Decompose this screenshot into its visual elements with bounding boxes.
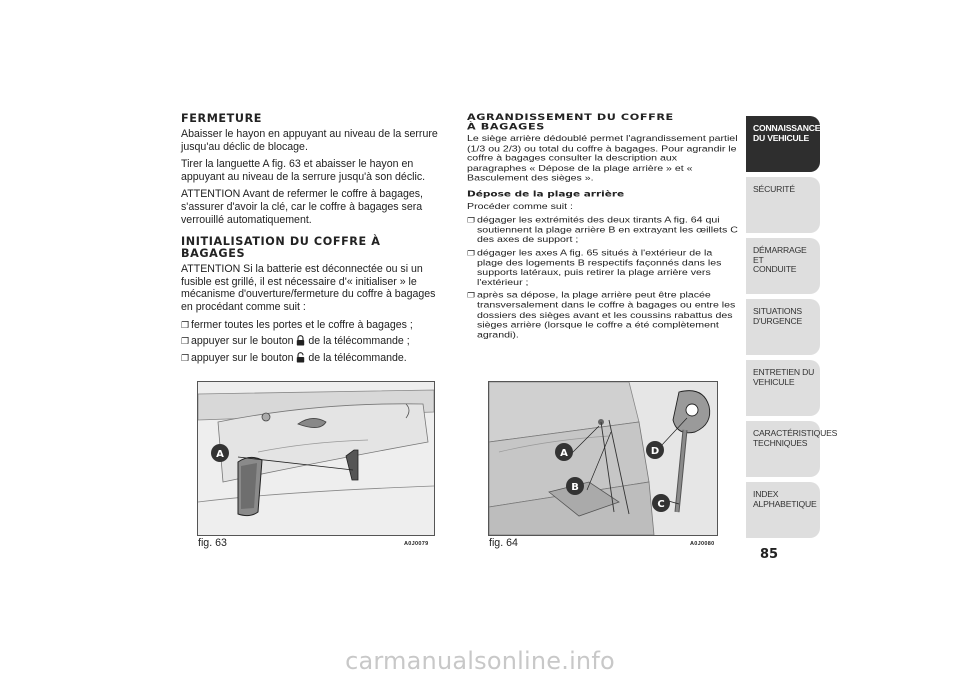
- step-text: dégager les extrémités des deux tirants A fig. 64 qui soutiennent la plage arrière B en extrayant les œillets C des axes de support ;: [477, 215, 738, 245]
- list-item: [467, 248, 739, 287]
- depose-intro: Procéder comme suit :: [467, 201, 573, 212]
- list-item: [181, 352, 449, 365]
- callout-a-label: A: [560, 448, 568, 459]
- figure-63-code: A0J0079: [404, 541, 429, 547]
- step-text: dégager les axes A fig. 65 situés à l'extérieur de la plage des logements B respectifs façonnés dans les supports latéraux, puis retirer la plage arrière vers l'extérieur ;: [477, 248, 722, 288]
- fermeture-heading: FERMETURE: [181, 112, 263, 125]
- tab-situations-d-urgence[interactable]: SITUATIONS D'URGENCE: [746, 299, 820, 355]
- initialisation-steps: [181, 319, 449, 365]
- step-text-before: appuyer sur le bouton: [191, 351, 294, 364]
- figure-64-image: [488, 381, 718, 536]
- checkbox-bullet-icon: ❐: [467, 216, 476, 225]
- figure-63-caption: fig. 63: [198, 537, 227, 549]
- tailgate-illustration: [198, 382, 434, 535]
- agrandissement-paragraph: Le siège arrière dédoublé permet l'agrandissement partiel (1/3 ou 2/3) ou total du coffre à bagages. Pour agrandir le coffre à bagages consulter la description aux paragraphes « Dépose de la plage arrière » et « Basculement des sièges ».: [467, 134, 738, 183]
- callout-d-label: D: [650, 446, 660, 457]
- left-column: [181, 113, 449, 368]
- callout-a-label: A: [216, 449, 224, 460]
- unlock-icon: [296, 352, 305, 363]
- checkbox-bullet-icon: ❐: [181, 319, 190, 330]
- tab-demarrage-et-conduite[interactable]: DÉMARRAGE ET CONDUITE: [746, 238, 820, 294]
- tab-connaissance-du-vehicule[interactable]: CONNAISSANCE DU VEHICULE: [746, 116, 820, 172]
- callout-b-label: B: [571, 482, 579, 493]
- step-text-before: appuyer sur le bouton: [191, 335, 294, 348]
- checkbox-bullet-icon: ❐: [467, 291, 476, 300]
- watermark: carmanualsonline.info: [345, 647, 615, 675]
- fermeture-paragraph-2: Tirer la languette A fig. 63 et abaisser le hayon en appuyant au niveau de la serrure jusqu'à son déclic.: [181, 158, 426, 183]
- tab-entretien-du-vehicule[interactable]: ENTRETIEN DU VEHICULE: [746, 360, 820, 416]
- right-column: [467, 113, 739, 343]
- fermeture-paragraph-1: Abaisser le hayon en appuyant au niveau de la serrure jusqu'au déclic de blocage.: [181, 128, 438, 153]
- figure-64-caption: fig. 64: [489, 537, 518, 549]
- depose-heading: Dépose de la plage arrière: [467, 189, 625, 199]
- checkbox-bullet-icon: ❐: [181, 352, 190, 363]
- tab-caracteristiques-techniques[interactable]: CARACTÉRISTIQUES TECHNIQUES: [746, 421, 820, 477]
- tab-index-alphabetique[interactable]: INDEX ALPHABETIQUE: [746, 482, 820, 538]
- agrandissement-heading-line-1: AGRANDISSEMENT DU COFFRE: [467, 112, 674, 123]
- step-text-after: de la télécommande.: [308, 351, 407, 364]
- depose-steps: [467, 216, 739, 340]
- fermeture-attention: ATTENTION Avant de refermer le coffre à bagages, s'assurer d'avoir la clé, car le coffre à bagages sera verrouillé automatiquement.: [181, 188, 423, 226]
- parcel-shelf-illustration: [489, 382, 717, 535]
- lock-icon: [296, 335, 305, 346]
- section-tabs: [746, 116, 838, 543]
- list-item: [467, 216, 739, 246]
- list-item: [467, 291, 739, 340]
- checkbox-bullet-icon: ❐: [181, 336, 190, 347]
- initialisation-attention: ATTENTION Si la batterie est déconnectée ou si un fusible est grillé, il est nécessaire d'« initialiser » le mécanisme d'ouverture/fermeture du coffre à bagages en procédant comme suit :: [181, 263, 436, 313]
- tab-securite[interactable]: SÉCURITÉ: [746, 177, 820, 233]
- step-text: après sa dépose, la plage arrière peut être placée transversalement dans le coffre à bagages ou entre les dossiers des sièges avant et les coussins rabattus des sièges arrière (lorsque le coffre a été complètement agrandi).: [477, 290, 736, 340]
- agrandissement-heading-line-2: À BAGAGES: [467, 121, 545, 132]
- figure-63-image: [197, 381, 435, 536]
- callout-c-label: C: [657, 499, 665, 510]
- figure-64-code: A0J0080: [690, 541, 715, 547]
- page-number: 85: [760, 547, 779, 562]
- initialisation-heading: INITIALISATION DU COFFRE À BAGAGES: [181, 235, 381, 261]
- step-text-after: de la télécommande ;: [308, 335, 410, 348]
- list-item: [181, 335, 449, 348]
- step-text: fermer toutes les portes et le coffre à bagages ;: [191, 318, 413, 331]
- list-item: [181, 319, 449, 332]
- checkbox-bullet-icon: ❐: [467, 249, 476, 257]
